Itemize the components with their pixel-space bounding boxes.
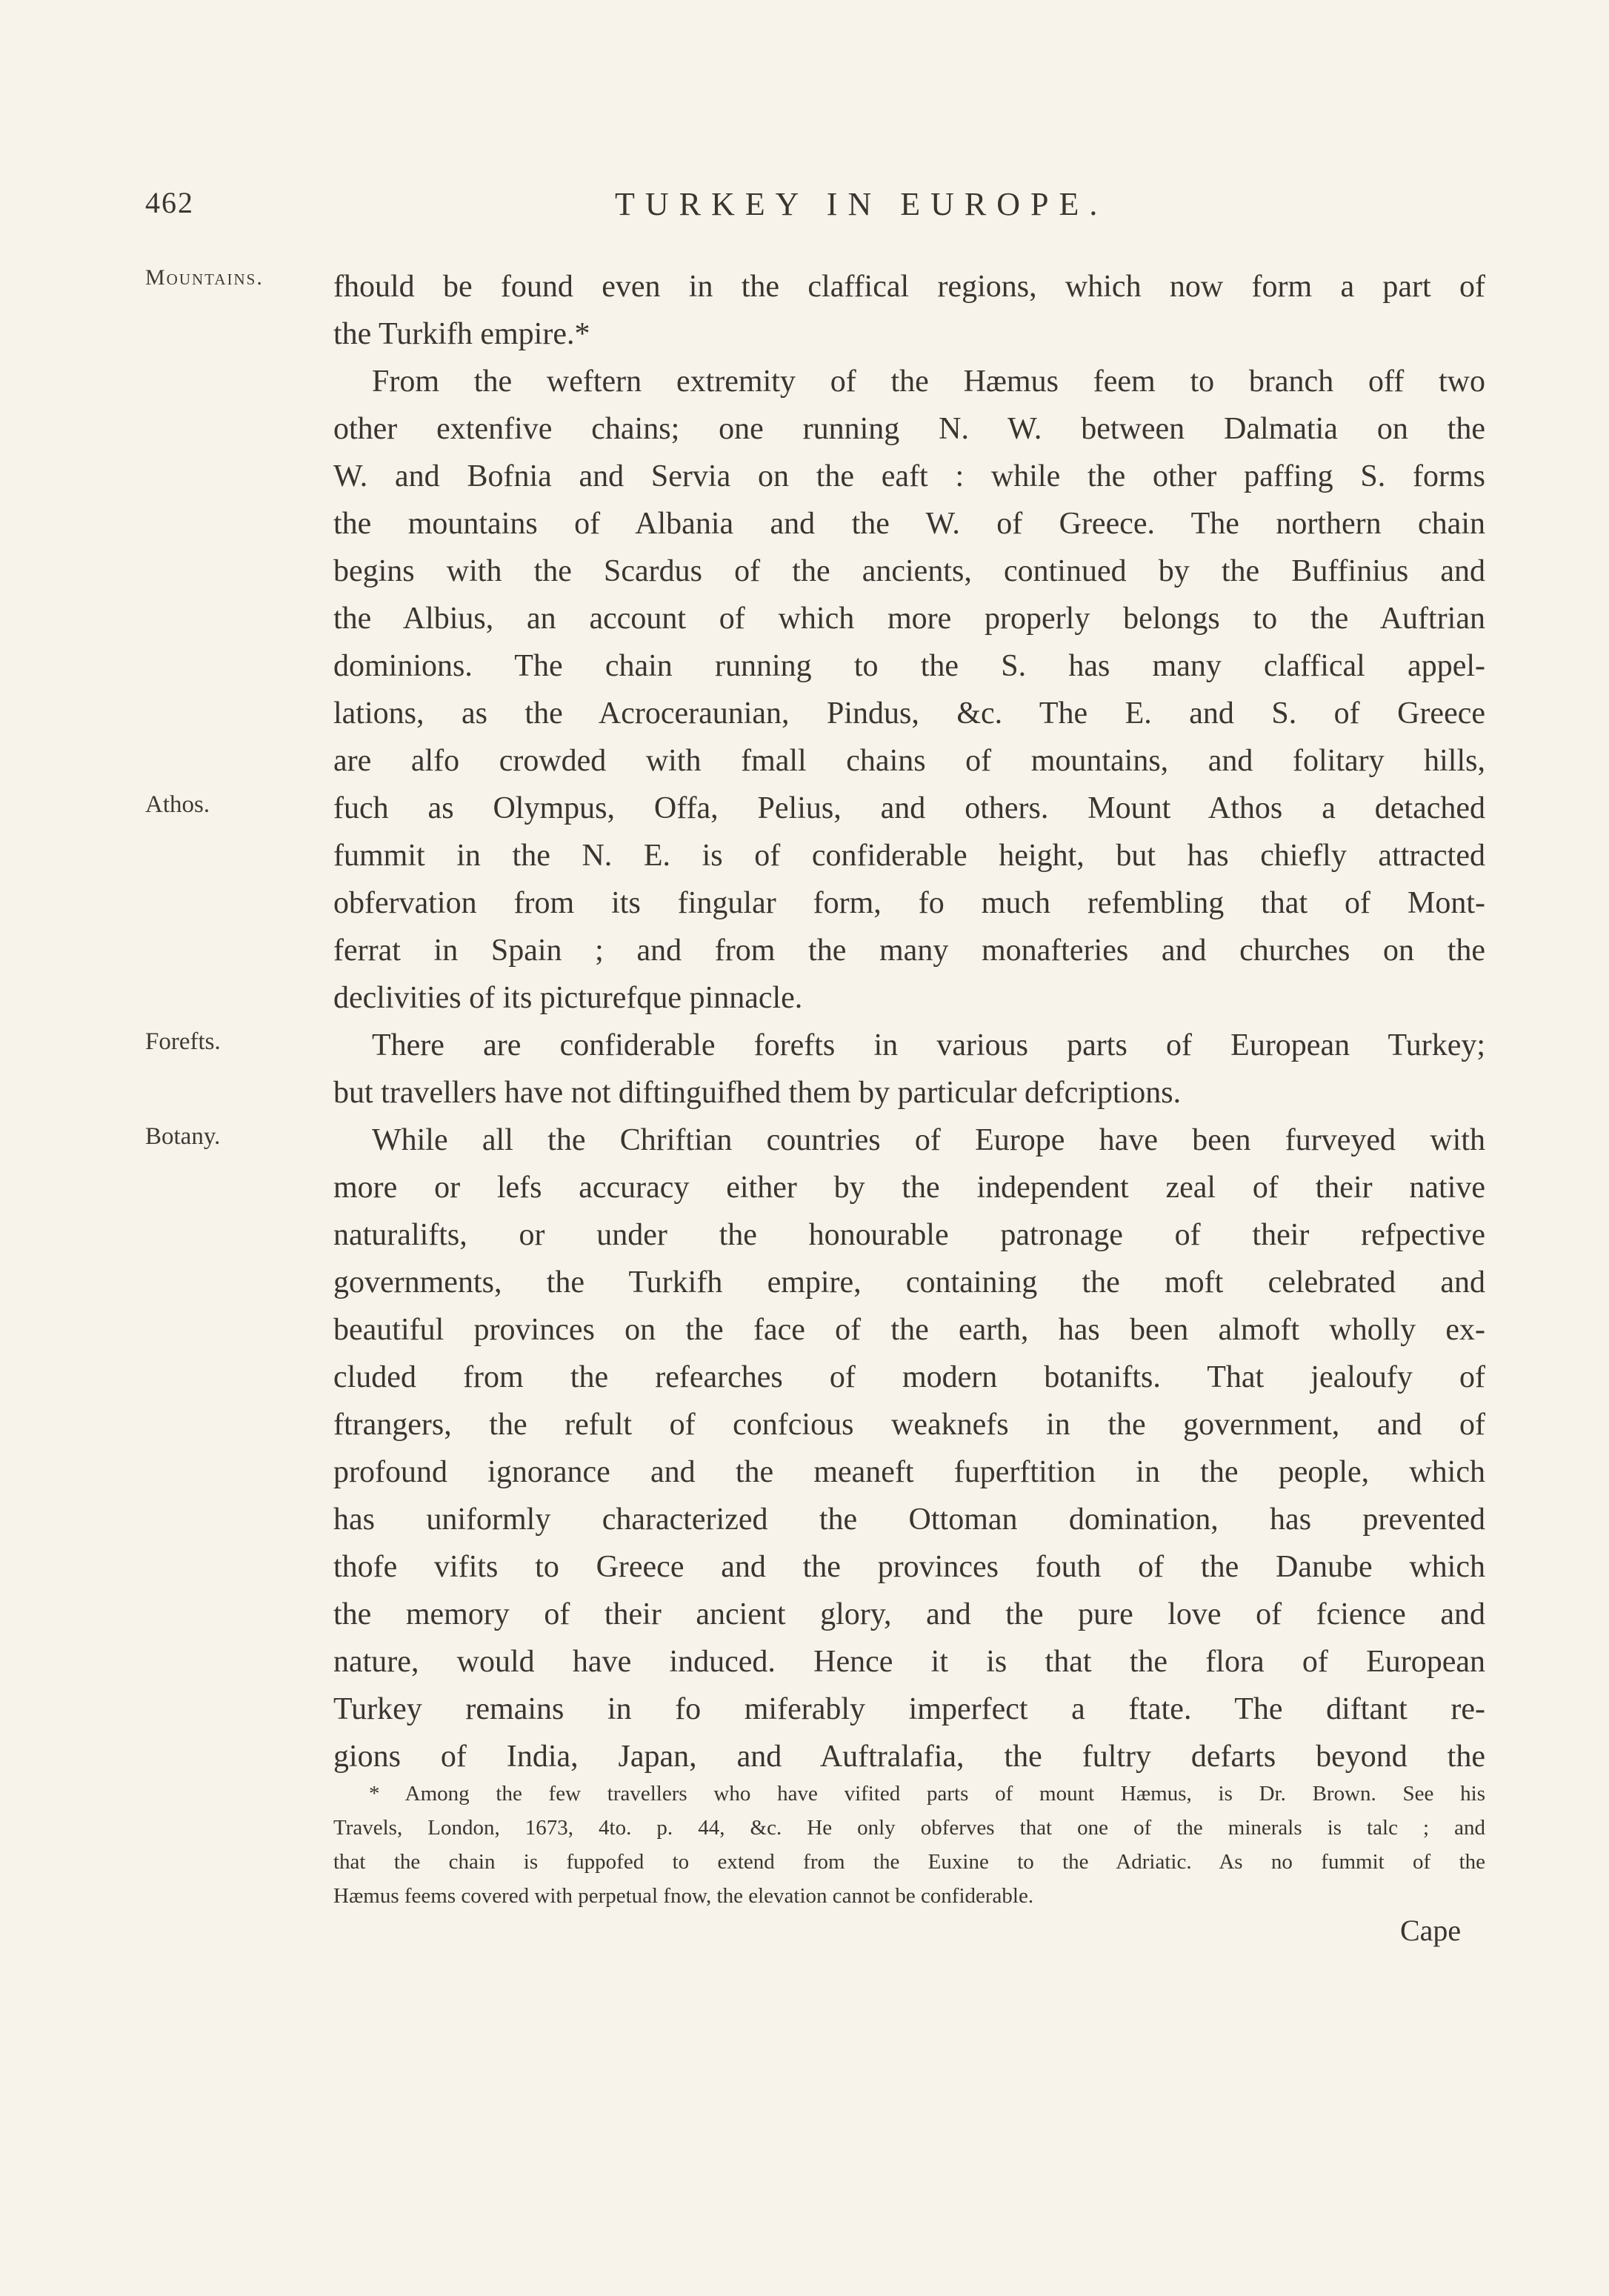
text-line: fhould be found even in the claffical regions, which now form a part of	[333, 270, 1485, 304]
footnote-line: Hæmus feems covered with perpetual fnow, the elevation cannot be confiderable.	[333, 1884, 1034, 1908]
text-line: fuch as Olympus, Offa, Pelius, and others. Mount Athos a detached	[333, 791, 1485, 825]
text-line: ftrangers, the refult of confcious weaknefs in the government, and of	[333, 1408, 1485, 1442]
margin-note-forests: Forefts.	[145, 1028, 221, 1055]
text-line: the mountains of Albania and the W. of Greece. The northern chain	[333, 507, 1485, 541]
text-line: declivities of its picturefque pinnacle.	[333, 981, 803, 1015]
text-line: profound ignorance and the meaneft fuperftition in the people, which	[333, 1455, 1485, 1489]
text-line: lations, as the Acroceraunian, Pindus, &c. The E. and S. of Greece	[333, 696, 1485, 731]
text-line: There are confiderable forefts in various parts of European Turkey;	[372, 1028, 1485, 1062]
text-line: fummit in the N. E. is of confiderable height, but has chiefly attracted	[333, 839, 1485, 873]
text-line: While all the Chriftian countries of Europe have been furveyed with	[372, 1123, 1485, 1157]
page-number: 462	[145, 186, 194, 219]
text-line: beautiful provinces on the face of the earth, has been almoft wholly ex-	[333, 1313, 1485, 1347]
margin-note-mountains: Mountains.	[145, 265, 264, 290]
catchword: Cape	[1400, 1914, 1462, 1947]
margin-note-botany: Botany.	[145, 1123, 221, 1150]
text-line: gions of India, Japan, and Auftralafia, the fultry defarts beyond the	[333, 1740, 1485, 1774]
body-text	[333, 263, 1485, 1780]
text-line: governments, the Turkifh empire, containing the moft celebrated and	[333, 1265, 1485, 1300]
text-line: W. and Bofnia and Servia on the eaft : while the other paffing S. forms	[333, 459, 1485, 493]
text-line: the Albius, an account of which more properly belongs to the Auftrian	[333, 602, 1485, 636]
text-line: From the weftern extremity of the Hæmus feem to branch off two	[372, 365, 1485, 399]
text-line: the memory of their ancient glory, and the pure love of fcience and	[333, 1597, 1485, 1631]
text-line: naturalifts, or under the honourable patronage of their refpective	[333, 1218, 1485, 1252]
page-header	[0, 185, 1609, 230]
text-line: ferrat in Spain ; and from the many monafteries and churches on the	[333, 934, 1485, 968]
footnote	[333, 1777, 1485, 1913]
text-line: dominions. The chain running to the S. has many claffical appel-	[333, 649, 1485, 683]
text-line: more or lefs accuracy either by the independent zeal of their native	[333, 1171, 1485, 1205]
margin-note-athos: Athos.	[145, 791, 210, 818]
running-head: TURKEY IN EUROPE.	[615, 186, 1108, 222]
footnote-line: Travels, London, 1673, 4to. p. 44, &c. He only obferves that one of the minerals is talc ; and	[333, 1816, 1485, 1840]
text-line: obfervation from its fingular form, fo much refembling that of Mont-	[333, 886, 1485, 920]
text-line: cluded from the refearches of modern botanifts. That jealoufy of	[333, 1360, 1485, 1394]
text-line: the Turkifh empire.*	[333, 317, 590, 351]
text-line: nature, would have induced. Hence it is that the flora of European	[333, 1645, 1485, 1679]
text-line: but travellers have not diftinguifhed them by particular defcriptions.	[333, 1076, 1182, 1110]
footnote-line: * Among the few travellers who have vifited parts of mount Hæmus, is Dr. Brown. See his	[369, 1782, 1485, 1806]
footnote-line: that the chain is fuppofed to extend from the Euxine to the Adriatic. As no fummit of the	[333, 1850, 1485, 1874]
text-line: Turkey remains in fo miferably imperfect a ftate. The diftant re-	[333, 1692, 1485, 1726]
text-line: begins with the Scardus of the ancients, continued by the Buffinius and	[333, 554, 1485, 588]
text-line: other extenfive chains; one running N. W. between Dalmatia on the	[333, 412, 1485, 446]
text-line: has uniformly characterized the Ottoman domination, has prevented	[333, 1503, 1485, 1537]
text-line: thofe vifits to Greece and the provinces fouth of the Danube which	[333, 1550, 1485, 1584]
text-line: are alfo crowded with fmall chains of mountains, and folitary hills,	[333, 744, 1485, 778]
